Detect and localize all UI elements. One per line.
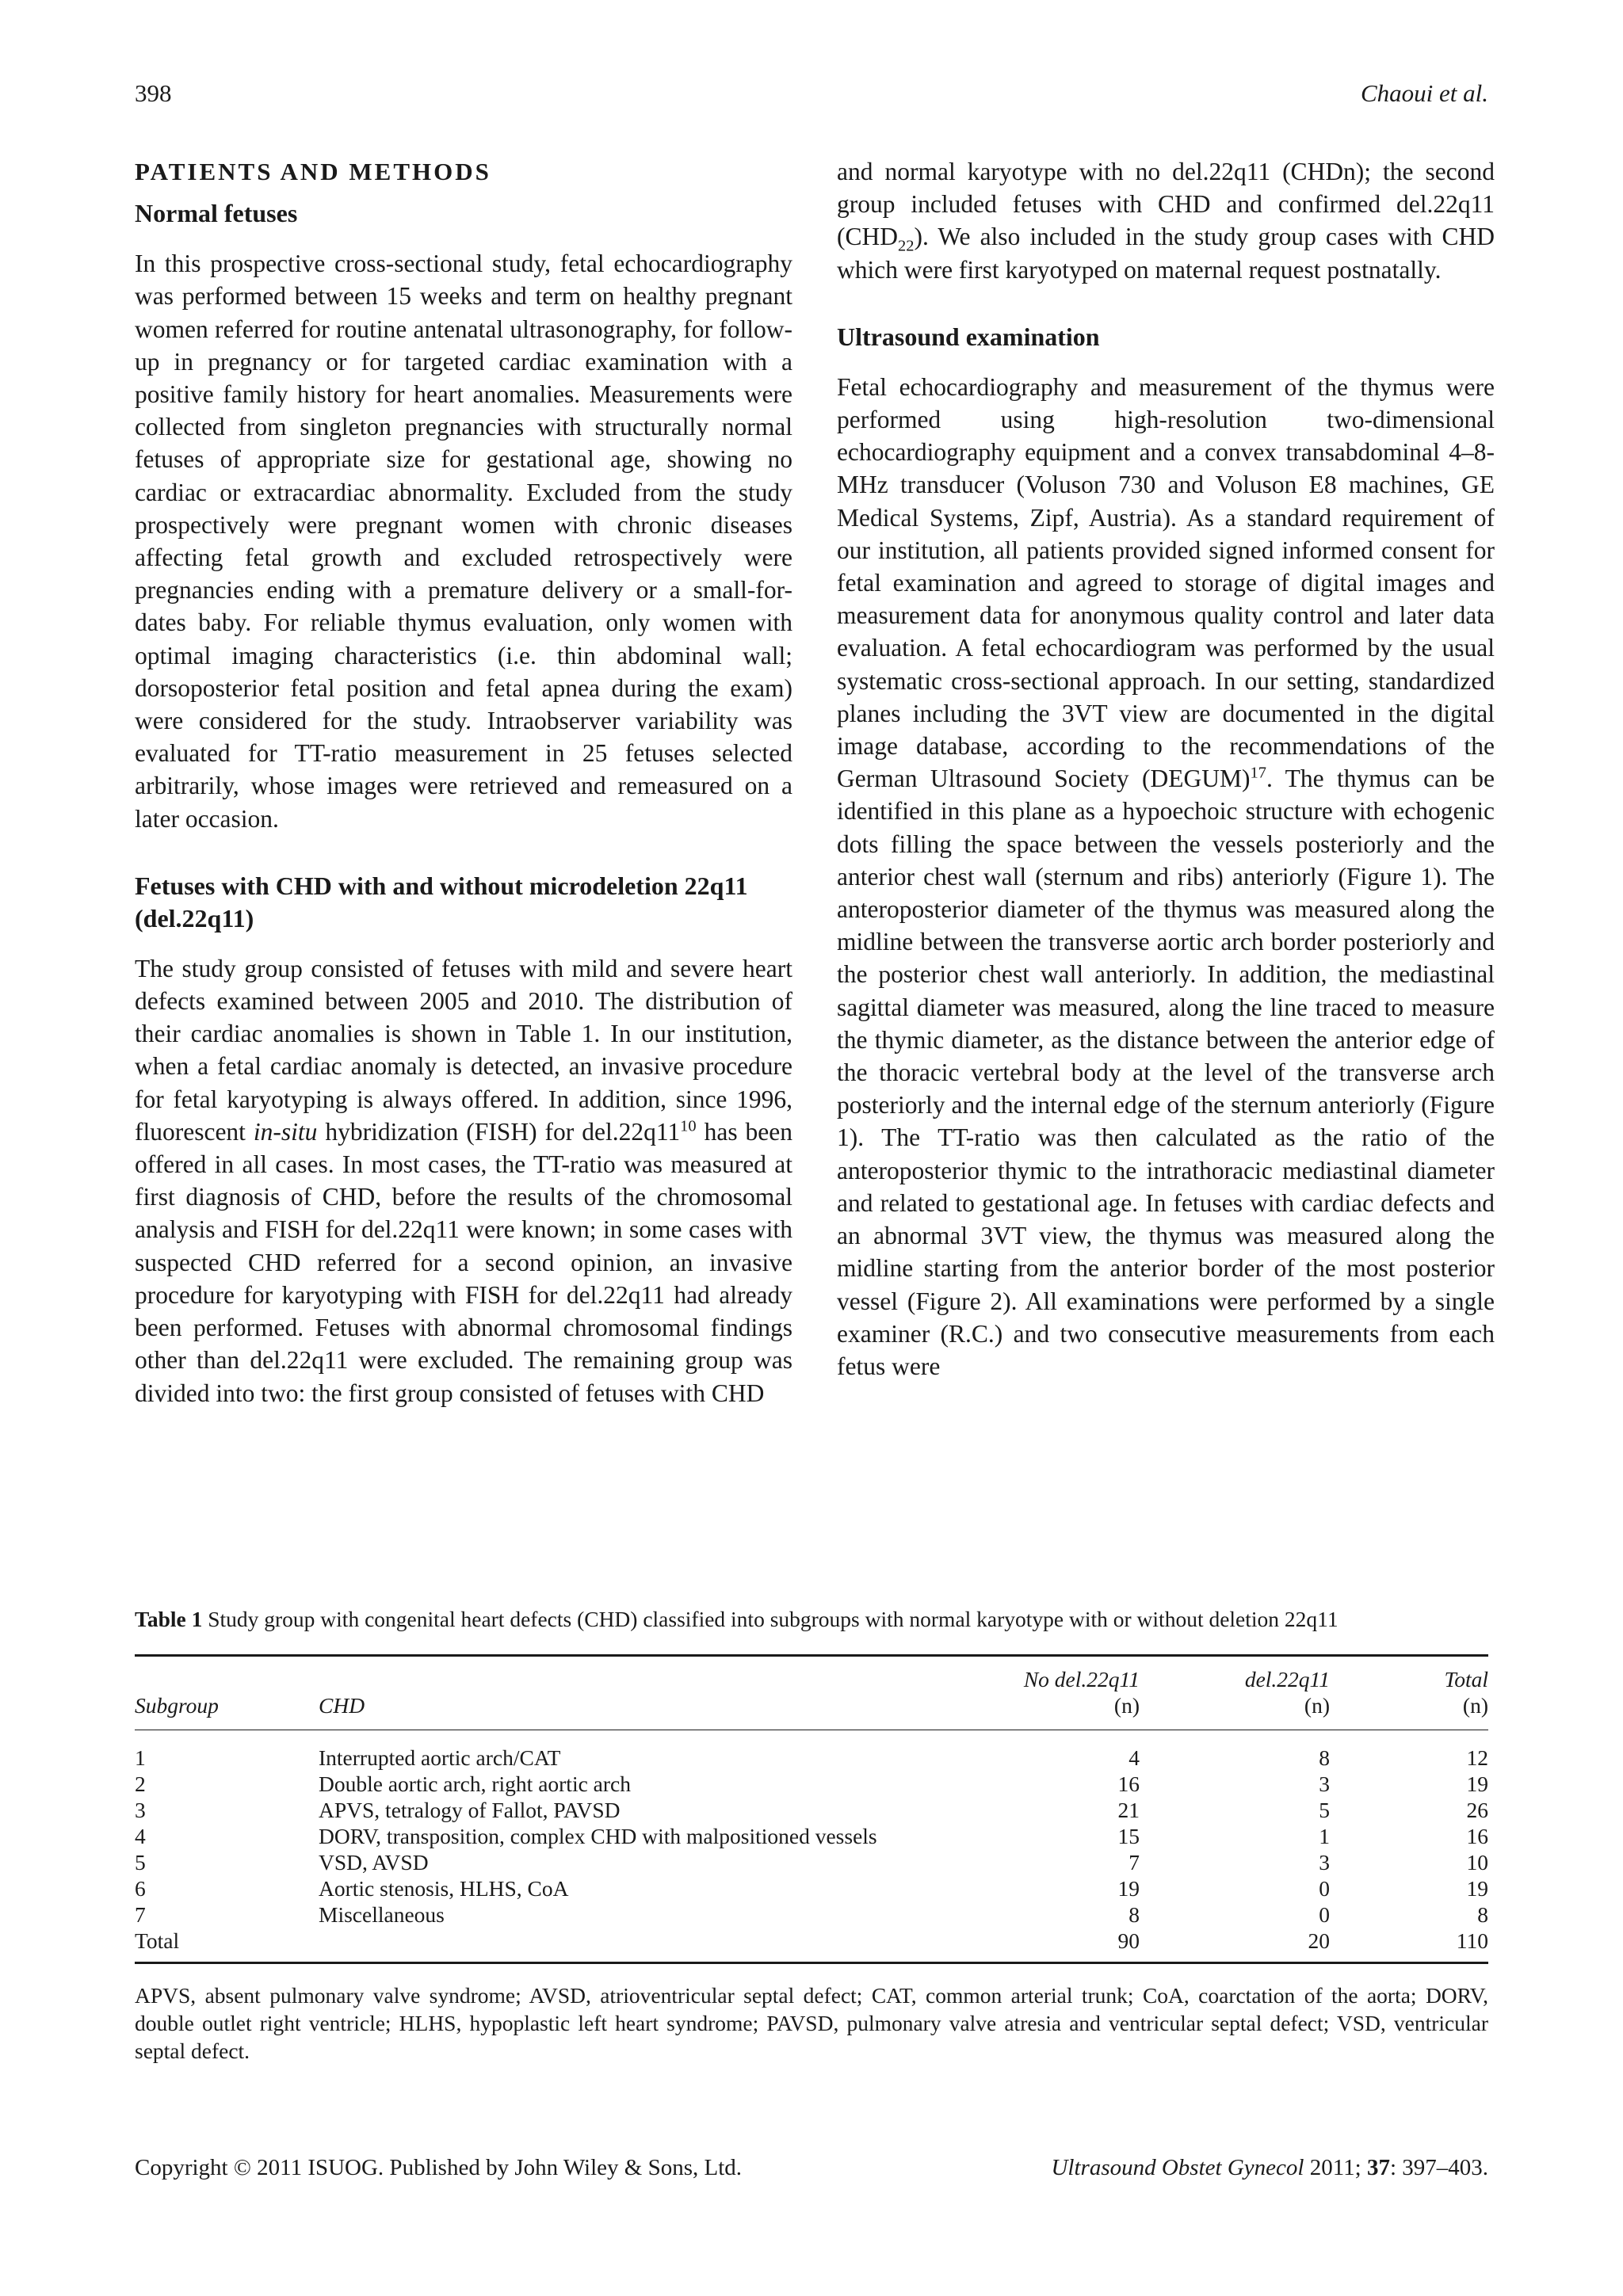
- ultrasound-heading: Ultrasound examination: [837, 322, 1100, 351]
- chd-text-3: has been offered in all cases. In most cases, the TT-ratio was measured at first diagnosis of CHD, before the results of the chromosomal analysis and FISH for del.22q11 were known; in some cases with suspected CHD referred for a second opinion, an invasive procedure for karyotyping with FISH for del.22q11 had already been performed. Fetuses with abnormal chromosomal findings other than del.22q11 were excluded. The remaining group was divided into two: the first group consisted of fetuses with CHD: [135, 1117, 793, 1407]
- journal-pages: : 397–403.: [1389, 2155, 1488, 2180]
- ultrasound-text-2: . The thymus can be identified in this plane as a hypoechoic structure with echogenic dots filling the space between the vessels posteriorly and the anterior chest wall (sternum and ribs) anteriorly (Figure 1). The anteroposterior diameter of the thymus was measured along the midline between the transverse aortic arch border posteriorly and the posterior chest wall anteriorly. In addition, the mediastinal sagittal diameter was measured, along the line traced to measure the thymic diameter, as the distance between the anterior edge of the thoracic vertebral body at the level of the transverse arch posteriorly and the internal edge of the sternum anteriorly (Figure 1). The TT-ratio was then calculated as the ratio of the anteroposterior thymic to the intrathoracic mediastinal diameter and related to gestational age. In fetuses with cardiac defects and an abnormal 3VT view, the thymus was measured along the midline starting from the anterior border of the most posterior vessel (Figure 2). All examinations were performed by a single examiner (R.C.) and two consecutive measurements from each fetus were: [837, 765, 1495, 1380]
- journal-citation: [1051, 2155, 1488, 2181]
- table-row: 5 VSD, AVSD 7 3 10: [135, 1850, 1488, 1875]
- continued-text-2: ). We also included in the study group cases with CHD which were first karyotyped on maternal request postnatally.: [837, 223, 1495, 284]
- table-caption-label: Table 1: [135, 1607, 203, 1631]
- journal-volume: 37: [1366, 2155, 1390, 2180]
- table-caption: [135, 1607, 1488, 1632]
- table-1: [135, 1607, 1488, 2087]
- section-title: PATIENTS AND METHODS: [135, 158, 491, 185]
- table-abbreviations: APVS, absent pulmonary valve syndrome; AVSD, atrioventricular septal defect; CAT, common arterial trunk; CoA, coarctation of the aorta; DORV, double outlet right ventricle; HLHS, hypoplastic left heart syndrome; PAVSD, pulmonary valve atresia and ventricular septal defect; VSD, ventricular septal defect.: [135, 1983, 1488, 2063]
- table-row: 7 Miscellaneous 8 0 8: [135, 1902, 1488, 1927]
- reference-10: 10: [680, 1117, 697, 1135]
- continued-paragraph: [837, 155, 1495, 286]
- running-head: Chaoui et al.: [1360, 79, 1488, 107]
- header-subgroup: Subgroup: [135, 1693, 219, 1718]
- journal-year: 2011;: [1309, 2155, 1361, 2180]
- chd-text-2: hybridization (FISH) for del.22q11: [325, 1117, 681, 1146]
- copyright-notice: Copyright © 2011 ISUOG. Published by John Wiley & Sons, Ltd.: [135, 2155, 743, 2180]
- table-row: 1 Interrupted aortic arch/CAT 4 8 12: [135, 1745, 1488, 1770]
- journal-name: Ultrasound Obstet Gynecol: [1051, 2155, 1304, 2180]
- table-total-row: Total 90 20 110: [135, 1928, 1488, 1953]
- left-column: [135, 155, 792, 1409]
- table-row: 3 APVS, tetralogy of Fallot, PAVSD 21 5 26: [135, 1798, 1488, 1822]
- page-number: 398: [135, 79, 172, 107]
- table-body: [135, 1657, 1488, 1962]
- header-del: del.22q11 (n): [1244, 1667, 1330, 1718]
- continued-text-1: and normal karyotype with no del.22q11 (CHDn); the second group included fetuses with CHD and confirmed del.22q11 (CHD: [837, 158, 1495, 251]
- ultrasound-text-1: Fetal echocardiography and measurement of the thymus were performed using high-resolution two-dimensional echocardiography equipment and a convex transabdominal 4–8-MHz transducer (Voluson 730 and Voluson E8 machines, GE Medical Systems, Zipf, Austria). As a standard requirement of our institution, all patients provided signed informed consent for fetal examination and agreed to storage of digital images and measurement data for anonymous quality control and later data evaluation. A fetal echocardiogram was performed by the usual systematic cross-sectional approach. In our setting, standardized planes including the 3VT view are documented in the digital image database, according to the recommendations of the German Ultrasound Society (DEGUM): [837, 372, 1495, 793]
- insitu-term: in-situ: [253, 1117, 318, 1146]
- table-caption-text: Study group with congenital heart defects (CHD) classified into subgroups with normal karyotype with or without deletion 22q11: [208, 1607, 1338, 1631]
- right-column: [837, 155, 1495, 1383]
- ultrasound-paragraph: [837, 371, 1495, 1383]
- subscript-22: 22: [898, 237, 915, 255]
- table-row: 6 Aortic stenosis, HLHS, CoA 19 0 19: [135, 1876, 1488, 1901]
- header-total: Total (n): [1444, 1667, 1488, 1718]
- header-no-del: No del.22q11 (n): [1023, 1667, 1140, 1718]
- header-chd: CHD: [319, 1693, 365, 1718]
- normal-fetuses-heading: Normal fetuses: [135, 199, 298, 228]
- table-row: 4 DORV, transposition, complex CHD with malpositioned vessels 15 1 16: [135, 1824, 1488, 1848]
- normal-fetuses-paragraph: In this prospective cross-sectional study, fetal echocardiography was performed between 15 weeks and term on healthy pregnant women referred for routine antenatal ultrasonography, for follow-up in pregnancy or for targeted cardiac examination with a positive family history for heart anomalies. Measurements were collected from singleton pregnancies with structurally normal fetuses of appropriate size for gestational age, showing no cardiac or extracardiac abnormality. Excluded from the study prospectively were pregnant women with chronic diseases affecting fetal growth and excluded retrospectively were pregnancies ending with a premature delivery or a small-for-dates baby. For reliable thymus evaluation, only women with optimal imaging characteristics (i.e. thin abdominal wall; dorsoposterior fetal position and fetal apnea during the exam) were considered for the study. Intraobserver variability was evaluated for TT-ratio measurement in 25 fetuses selected arbitrarily, whose images were retrieved and remeasured on a later occasion.: [135, 250, 792, 833]
- chd-heading: Fetuses with CHD with and without microdeletion 22q11 (del.22q11): [135, 871, 748, 933]
- reference-17: 17: [1250, 764, 1266, 782]
- table-bottom-rule: [135, 1962, 1488, 1964]
- table-header-row: [135, 1657, 1488, 1730]
- table-row: 2 Double aortic arch, right aortic arch 16 3 19: [135, 1772, 1488, 1796]
- chd-paragraph: [135, 952, 792, 1409]
- chd-text-1: The study group consisted of fetuses with mild and severe heart defects examined between 2005 and 2010. The distribution of their cardiac anomalies is shown in Table 1. In our institution, when a fetal cardiac anomaly is detected, an invasive procedure for fetal karyotyping is always offered. In addition, since 1996, fluorescent: [135, 954, 792, 1146]
